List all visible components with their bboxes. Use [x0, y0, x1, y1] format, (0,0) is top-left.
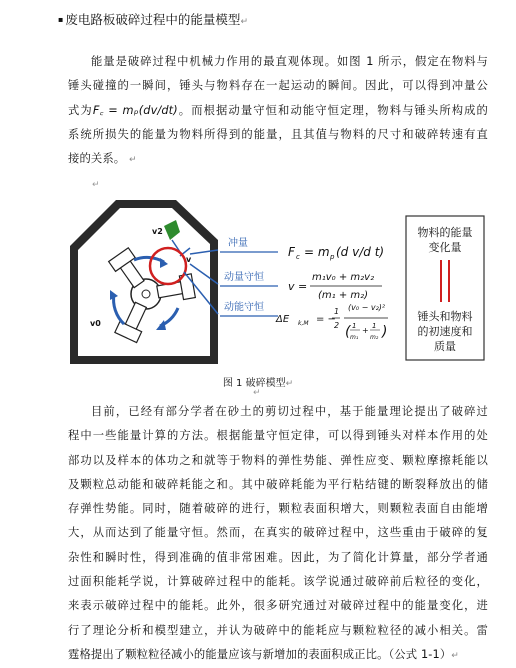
svg-text:m₁: m₁ [350, 334, 359, 341]
text-segment: 式为 [68, 103, 93, 117]
svg-text:c: c [296, 253, 300, 261]
paragraph-mark-icon: ↵ [92, 180, 100, 190]
inline-formula: F꜀ = mₚ(dv/dt) [92, 103, 178, 117]
text-line: 存弹性势能。同时，随着破碎的进行，颗粒表面积增大，则颗粒表面自由能增 [68, 502, 488, 516]
svg-text:2: 2 [334, 321, 340, 330]
label-v2: v2 [152, 227, 163, 236]
formula-kinetic [275, 303, 388, 341]
svg-text:1: 1 [352, 322, 357, 330]
svg-text:(m₁ + m₂): (m₁ + m₂) [318, 290, 369, 301]
label-v0: v0 [90, 319, 101, 328]
paragraph-mark-icon: ↵ [451, 650, 459, 661]
svg-text:(d v/d t): (d v/d t) [336, 245, 385, 259]
svg-text:F: F [288, 245, 295, 259]
text-line: 杂性和瞬时性，得到准确的值非常困难。因此，为了简化计算量，部分学者通 [68, 550, 488, 564]
svg-text:): ) [382, 324, 388, 340]
text-segment: 霆格提出了颗粒粒径减小的能量应该与新增加的表面积成正比。（公式 1-1） [68, 647, 452, 661]
label-v: v [186, 255, 192, 264]
section-heading [58, 10, 248, 28]
label-kinetic-conservation: 动能守恒 [224, 302, 264, 313]
text-line-with-formula [68, 99, 488, 123]
svg-text:锤头和物料: 锤头和物料 [417, 310, 473, 323]
svg-text:p: p [330, 253, 335, 261]
paragraph-mark-icon: ↵ [285, 379, 294, 389]
paragraph-research-review [68, 400, 488, 668]
text-line: 程中一些能量计算的方法。根据能量守恒定律，可以得到锤头对样本作用的处 [68, 429, 488, 443]
svg-text:物料的能量: 物料的能量 [417, 226, 473, 239]
svg-text:= −: = − [316, 314, 336, 325]
paragraph-mark-icon: ↵ [253, 388, 261, 398]
svg-text:k,M: k,M [298, 320, 309, 327]
label-impulse: 冲量 [228, 238, 248, 249]
formula-impulse [288, 245, 384, 261]
heading-bullet: ▪ [58, 15, 64, 24]
paragraph-energy-intro [68, 50, 488, 172]
text-line: 行了理论分析和模型建立，并认为破碎中的能耗应与颗粒粒径的减小相关。雷 [68, 623, 488, 637]
svg-text:ΔE: ΔE [276, 314, 290, 325]
svg-text:v =: v = [288, 280, 308, 293]
text-line: 过面积能耗学说，计算破碎过程中的能耗。该学说通过破碎前后粒径的变化， [68, 575, 488, 589]
text-line: 部功以及样本的体功之和就等于物料的弹性势能、弹性应变、颗粒摩擦耗能以 [68, 453, 488, 467]
svg-text:1: 1 [372, 322, 377, 330]
paragraph-mark-icon: ↵ [240, 17, 248, 27]
svg-text:质量: 质量 [434, 340, 456, 353]
text-segment: 接的关系。 [68, 152, 126, 166]
svg-text:的初速度和: 的初速度和 [417, 325, 473, 338]
figure-caption [0, 374, 516, 389]
svg-text:1: 1 [334, 307, 340, 316]
text-line [68, 147, 488, 172]
svg-text:m₂: m₂ [370, 334, 379, 341]
text-line: 锤头碰撞的一瞬间，锤头与物料存在一起运动的瞬间。因此，可以得到冲量公 [68, 79, 488, 93]
rotor-hub [142, 290, 150, 298]
text-line: 来表示破碎过程中的能耗。此外，很多研究通过对破碎过程中的能量变化，进 [68, 599, 488, 613]
svg-text:(: ( [345, 324, 351, 340]
caption-text: 图 1 破碎模型 [222, 378, 286, 389]
text-line: 及颗粒总动能和破碎耗能之和。其中破碎耗能为平行粘结键的断裂释放出的储 [68, 477, 488, 491]
text-line: 目前，已经有部分学者在砂土的剪切过程中，基于能量理论提出了破碎过 [91, 405, 488, 418]
svg-text:m₁v₀ + m₂v₂: m₁v₀ + m₂v₂ [312, 272, 375, 283]
text-line [68, 643, 488, 668]
svg-text:+: + [362, 326, 369, 335]
text-segment: 。而根据动量守恒和动能守恒定理，物料与锤头所构成的 [177, 103, 488, 117]
formula-momentum [288, 272, 382, 301]
svg-text:变化量: 变化量 [428, 241, 462, 254]
crusher-model-figure [68, 198, 488, 368]
svg-text:= m: = m [304, 245, 330, 259]
text-line: 大，从而达到了能量守恒。然而，在真实的破碎过程中，这些重由于破碎的复 [68, 526, 488, 540]
text-line: 能量是破碎过程中机械力作用的最直观体现。如图 1 所示，假定在物料与 [91, 55, 488, 68]
text-line: 系统所损失的能量为物料所得到的能量，且其值与物料的尺寸和破碎转速有直 [68, 127, 488, 141]
svg-text:(v₀ − v₂)²: (v₀ − v₂)² [348, 303, 386, 312]
heading-title: 废电路板破碎过程中的能量模型 [65, 12, 241, 27]
label-momentum-conservation: 动量守恒 [224, 272, 264, 283]
paragraph-mark-icon: ↵ [129, 155, 137, 166]
